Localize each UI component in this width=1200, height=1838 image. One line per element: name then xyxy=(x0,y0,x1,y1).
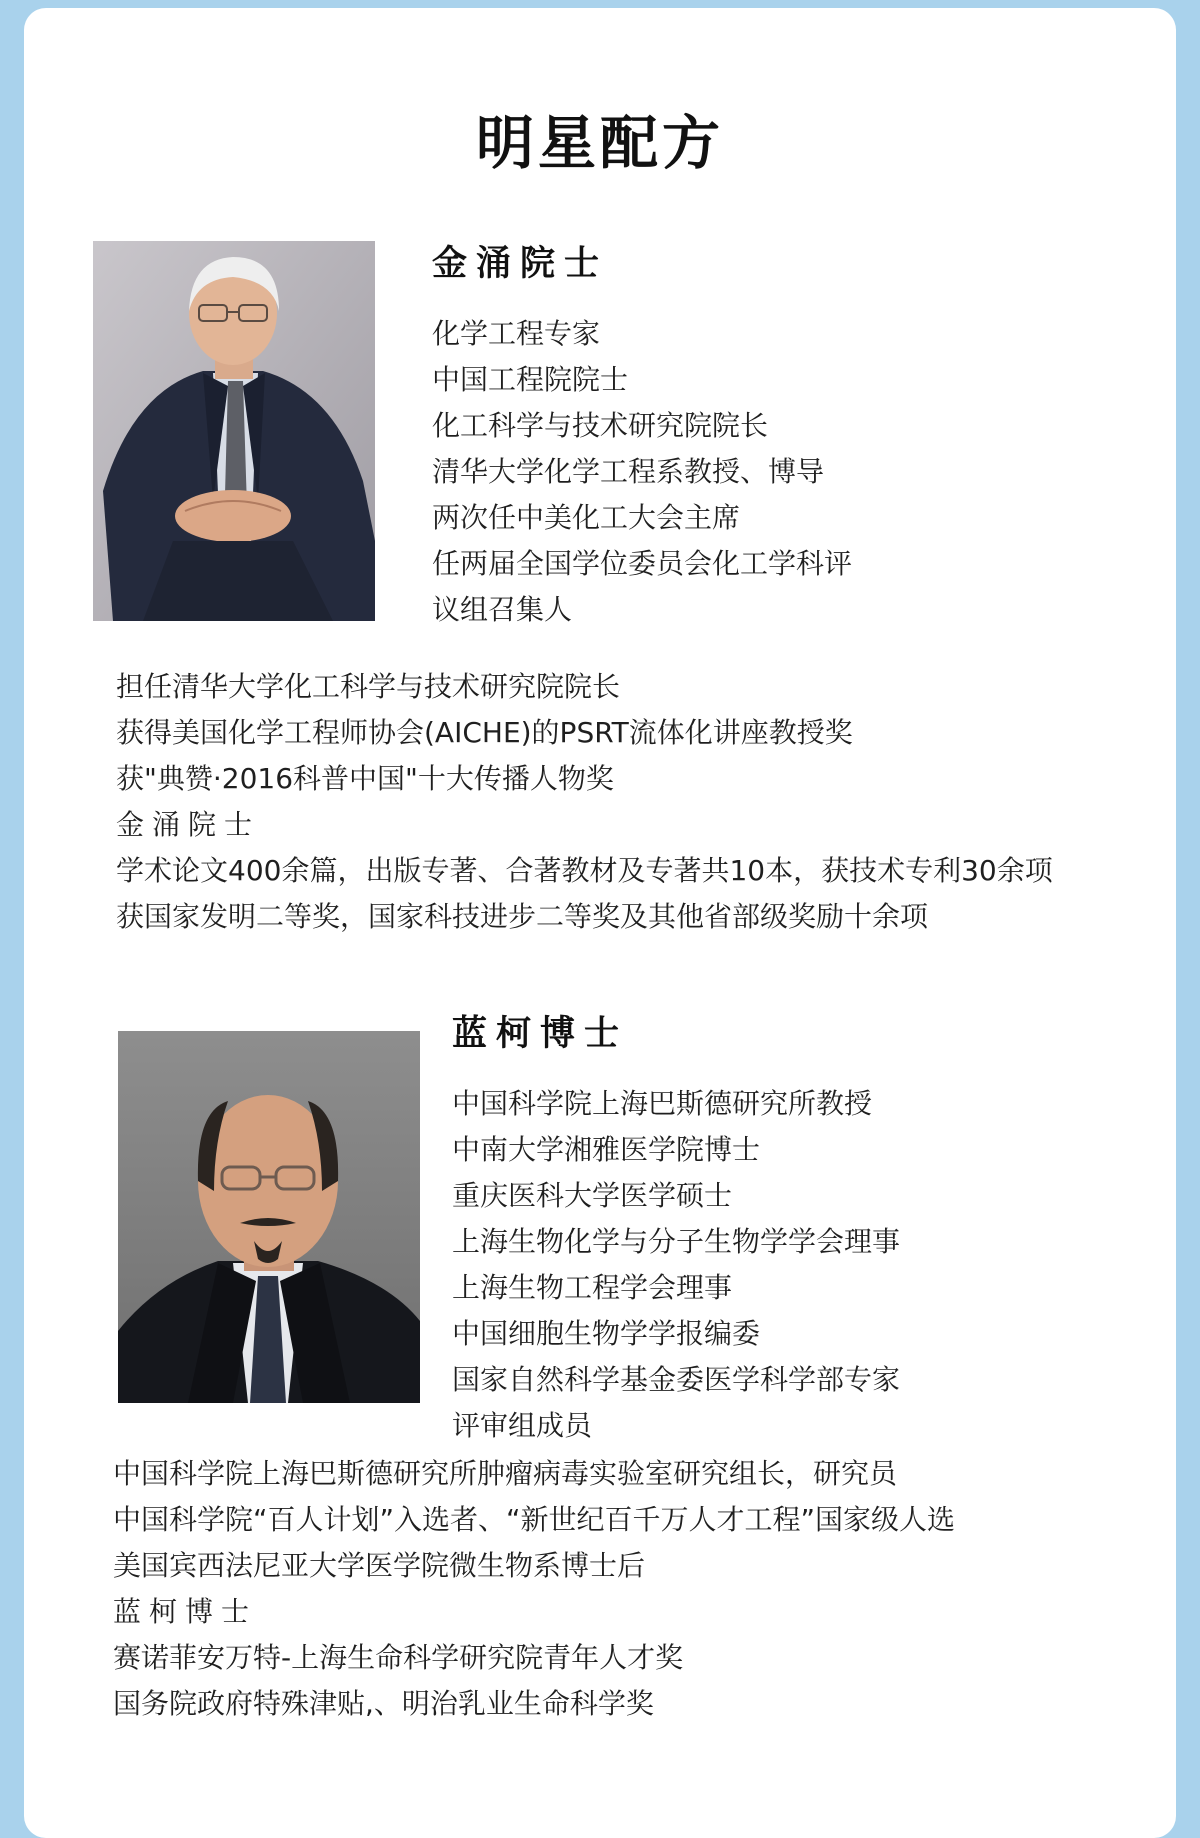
list-item: 上海生物化学与分子生物学学会理事 xyxy=(452,1225,901,1258)
list-item: 议组召集人 xyxy=(432,593,573,626)
list-item: 上海生物工程学会理事 xyxy=(452,1271,733,1304)
page-title: 明星配方 xyxy=(475,109,724,177)
list-item: 中国科学院上海巴斯德研究所教授 xyxy=(452,1087,873,1120)
list-item: 美国宾西法尼亚大学医学院微生物系博士后 xyxy=(113,1549,646,1582)
list-item: 获得美国化学工程师协会(AICHE)的PSRT流体化讲座教授奖 xyxy=(116,716,853,749)
list-item: 清华大学化学工程系教授、博导 xyxy=(432,455,825,488)
list-item: 国务院政府特殊津贴,、明治乳业生命科学奖 xyxy=(113,1687,654,1720)
expert-detail-list xyxy=(113,1451,955,1727)
expert-photo-jin-yong xyxy=(93,241,375,621)
list-item: 中南大学湘雅医学院博士 xyxy=(452,1133,761,1166)
list-item: 学术论文400余篇，出版专著、合著教材及专著共10本，获技术专利30余项 xyxy=(116,854,1053,887)
expert-detail-list xyxy=(116,664,1053,940)
list-item: 担任清华大学化工科学与技术研究院院长 xyxy=(116,670,621,703)
list-item: 赛诺菲安万特-上海生命科学研究院青年人才奖 xyxy=(113,1641,684,1674)
list-item: 任两届全国学位委员会化工学科评 xyxy=(432,547,853,580)
expert-name: 金涌院士 xyxy=(432,244,609,284)
list-item: 重庆医科大学医学硕士 xyxy=(452,1179,733,1212)
list-item: 中国细胞生物学学报编委 xyxy=(452,1317,761,1350)
list-item: 国家自然科学基金委医学科学部专家 xyxy=(452,1363,901,1396)
expert-title-list xyxy=(432,311,852,633)
list-item: 两次任中美化工大会主席 xyxy=(432,501,741,534)
expert-photo-lan-ke xyxy=(118,1031,420,1403)
list-item: 化工科学与技术研究院院长 xyxy=(432,409,769,442)
list-item: 金涌院士 xyxy=(116,808,261,841)
list-item: 获国家发明二等奖，国家科技进步二等奖及其他省部级奖励十余项 xyxy=(116,900,929,933)
list-item: 蓝柯博士 xyxy=(113,1595,258,1628)
list-item: 中国科学院上海巴斯德研究所肿瘤病毒实验室研究组长，研究员 xyxy=(113,1457,898,1490)
list-item: 评审组成员 xyxy=(452,1409,593,1442)
list-item: 获"典赞·2016科普中国"十大传播人物奖 xyxy=(116,762,614,795)
expert-name: 蓝柯博士 xyxy=(452,1014,629,1054)
list-item: 中国工程院院士 xyxy=(432,363,629,396)
list-item: 中国科学院“百人计划”入选者、“新世纪百千万人才工程”国家级人选 xyxy=(113,1503,956,1536)
list-item: 化学工程专家 xyxy=(432,317,601,350)
expert-title-list xyxy=(452,1081,900,1449)
